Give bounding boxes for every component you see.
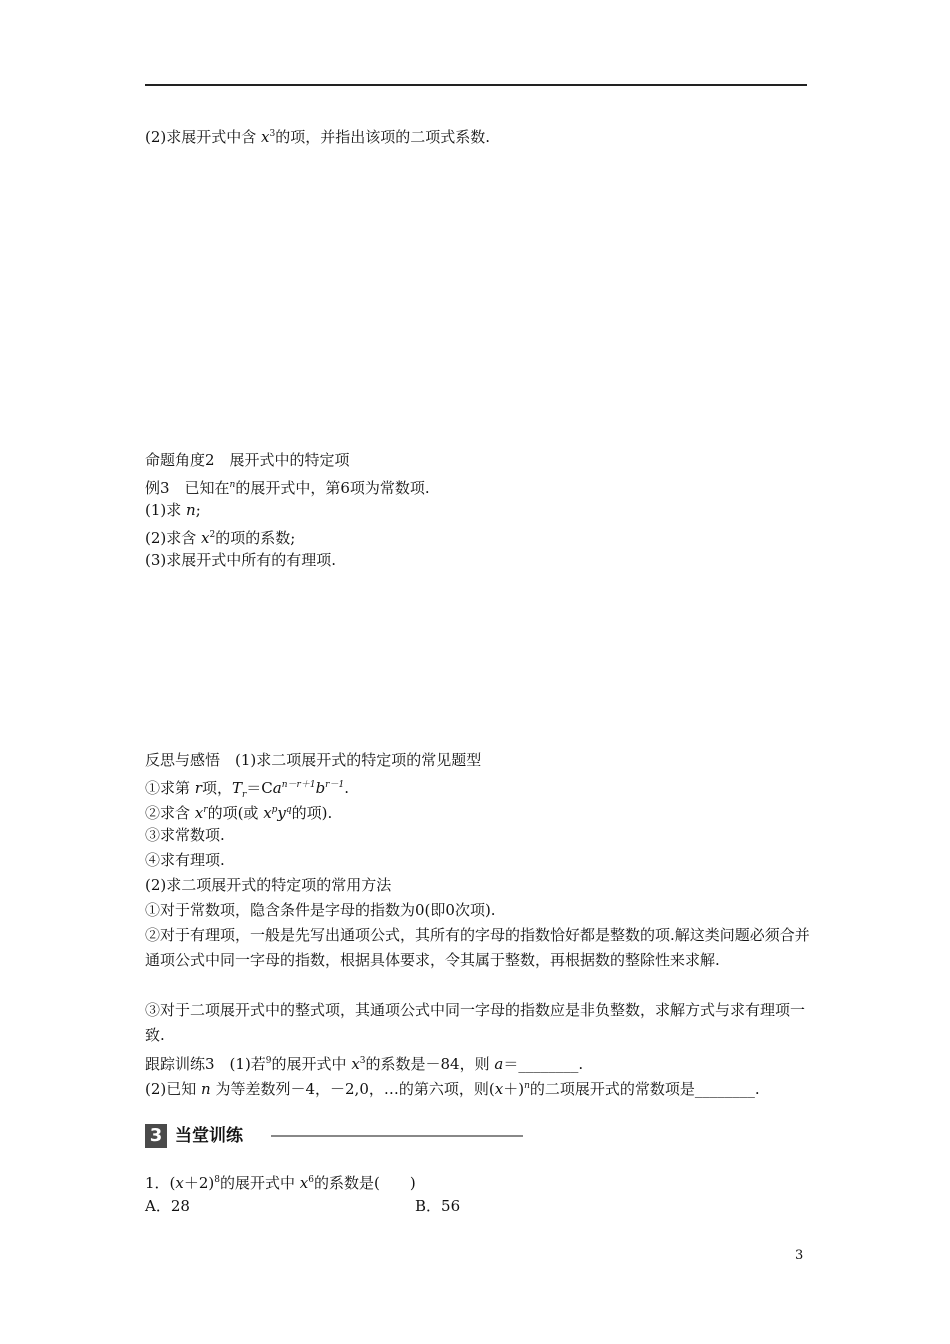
var-t: T xyxy=(231,779,242,797)
var-x: x xyxy=(261,128,270,146)
exponent: 8 xyxy=(214,1175,221,1185)
text: ＝________. xyxy=(503,1055,584,1073)
page-number: 3 xyxy=(795,1248,804,1263)
reflection-point-3: ③求常数项. xyxy=(145,826,225,844)
var-x: x xyxy=(299,1174,309,1192)
text: ＋2) xyxy=(183,1174,215,1192)
methods-heading: (2)求二项展开式的特定项的常用方法 xyxy=(145,876,392,894)
exponent: 9 xyxy=(265,1056,272,1066)
text: 的项). xyxy=(291,804,333,822)
exponent: n－r＋1 xyxy=(281,780,316,790)
text: 的系数是( ) xyxy=(314,1174,416,1192)
option-b: B．56 xyxy=(415,1197,461,1215)
var-a: a xyxy=(272,779,282,797)
tracking-exercise-1 xyxy=(145,1051,583,1074)
text: 跟踪训练3 (1)若 xyxy=(145,1055,266,1073)
text: (2)求含 xyxy=(145,529,202,547)
angle-2-heading: 命题角度2 展开式中的特定项 xyxy=(145,451,350,469)
text: ②求含 xyxy=(145,804,195,822)
header-rule xyxy=(145,84,807,86)
text: 的二项展开式的常数项是________. xyxy=(529,1080,760,1098)
text: 的系数是－84，则 xyxy=(365,1055,495,1073)
exponent: n xyxy=(229,480,236,490)
text: 为等差数列－4，－2,0，…的第六项，则( xyxy=(210,1080,495,1098)
reflection-point-2 xyxy=(145,800,332,823)
reflection-point-4: ④求有理项. xyxy=(145,851,225,869)
subscript: r xyxy=(241,790,247,800)
text: (2)求展开式中含 xyxy=(145,128,262,146)
var-x: x xyxy=(175,1174,184,1192)
text: (1)求 xyxy=(145,501,187,519)
section-rule xyxy=(271,1135,523,1137)
example-3-line xyxy=(145,475,430,498)
option-a: A．28 xyxy=(145,1197,190,1215)
text: 例3 已知在 xyxy=(145,479,230,497)
text: (2)已知 xyxy=(145,1080,202,1098)
reflection-heading: 反思与感悟 (1)求二项展开式的特定项的常见题型 xyxy=(145,751,482,769)
exponent: n xyxy=(524,1081,530,1091)
text: 的展开式中 xyxy=(220,1174,300,1192)
exponent: r－1 xyxy=(325,780,345,790)
section-number: 3 xyxy=(145,1124,167,1148)
var-x: x xyxy=(194,804,204,822)
exercise-1-question xyxy=(145,1170,416,1193)
method-3: ③对于二项展开式中的整式项，其通项公式中同一字母的指数应是非负整数，求解方式与求有理项一致. xyxy=(145,1001,806,1044)
exponent: 3 xyxy=(269,129,276,139)
section-header xyxy=(145,1124,525,1148)
var-x: x xyxy=(494,1080,504,1098)
var-x: x xyxy=(263,804,272,822)
var-b: b xyxy=(315,779,326,797)
var-n: n xyxy=(186,501,196,519)
text: ＋) xyxy=(503,1080,525,1098)
exponent: 3 xyxy=(359,1056,366,1066)
text: 的项，并指出该项的二项式系数. xyxy=(275,128,491,146)
var-r: r xyxy=(194,779,202,797)
question-2-line xyxy=(145,124,490,147)
var-x: x xyxy=(201,529,210,547)
exponent: p xyxy=(271,805,278,815)
text: ; xyxy=(195,501,201,519)
text: ①求第 xyxy=(145,779,195,797)
method-2: ②对于有理项，一般是先写出通项公式，其所有的字母的指数恰好都是整数的项.解这类问题必须合并通项公式中同一字母的指数，根据具体要求，令其属于整数，再根据数的整除性来求解. xyxy=(145,926,810,969)
text: 的展开式中 xyxy=(271,1055,352,1073)
example-3-item-2 xyxy=(145,525,295,548)
exponent: r xyxy=(203,805,208,815)
var-y: y xyxy=(277,804,286,822)
text: 项， xyxy=(201,779,232,797)
var-n: n xyxy=(201,1080,211,1098)
text: . xyxy=(344,779,349,797)
var-a: a xyxy=(494,1055,504,1073)
example-3-item-1 xyxy=(145,500,201,520)
exponent: 2 xyxy=(209,530,216,540)
text: ＝C xyxy=(246,779,273,797)
text: 1．( xyxy=(145,1174,176,1192)
text: 的展开式中，第6项为常数项. xyxy=(235,479,430,497)
exponent: 6 xyxy=(308,1175,314,1185)
method-1: ①对于常数项，隐含条件是字母的指数为0(即0次项). xyxy=(145,901,496,919)
example-3-item-3: (3)求展开式中所有的有理项. xyxy=(145,551,337,569)
text: 的项的系数; xyxy=(215,529,296,547)
section-title: 当堂训练 xyxy=(175,1126,243,1146)
exponent: q xyxy=(285,805,292,815)
var-x: x xyxy=(351,1055,360,1073)
tracking-exercise-2 xyxy=(145,1076,760,1099)
text: 的项(或 xyxy=(207,804,264,822)
